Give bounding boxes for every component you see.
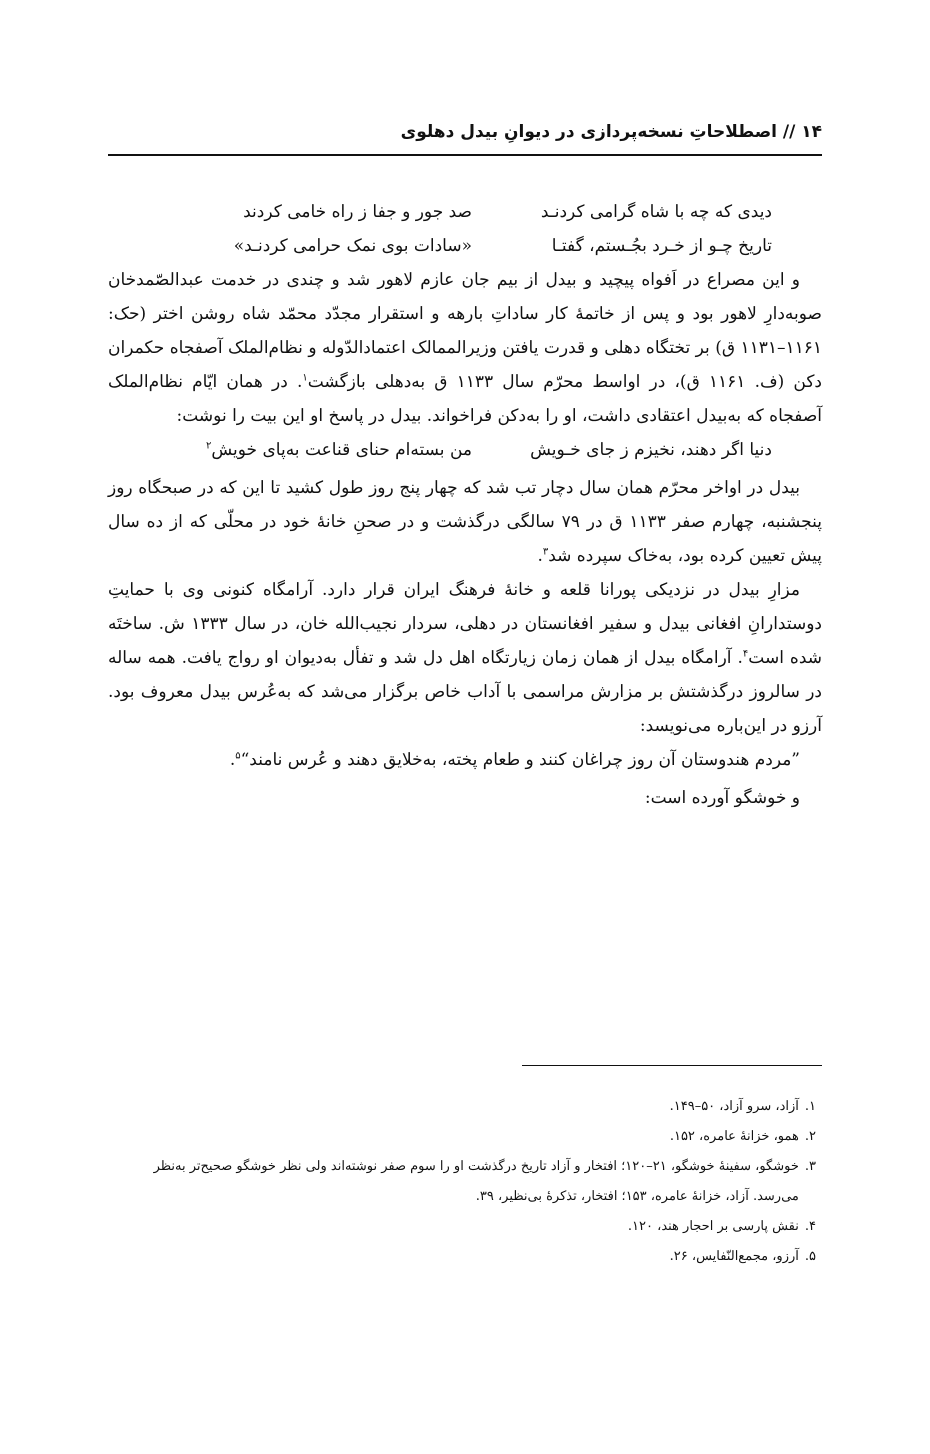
paragraph-text: . در همان ایّام نظام‌الملک آصفجاه که به‌بیدل اعتقادی داشت، او را به‌دکن فراخواند. بیدل در پاسخ او این بیت را نوشت: <box>108 372 822 426</box>
verse-hemistich: دیدی که چه با شاه گرامی کردنـد <box>540 202 772 222</box>
verse-line <box>108 433 822 467</box>
footnote-text: آرزو، مجمع‌النّفایس، ۲۶. <box>669 1249 799 1264</box>
running-title: اصطلاحاتِ نسخه‌پردازی در دیوانِ بیدل دهلوی <box>400 122 777 142</box>
paragraph <box>108 263 822 433</box>
page-number: ۱۴ <box>801 122 822 142</box>
footnote-ref: ۴ <box>742 648 749 660</box>
footnote-text: همو، خزانهٔ عامره، ۱۵۲. <box>669 1129 799 1144</box>
footnote <box>108 1122 822 1152</box>
paragraph-text: و خوشگو آورده است: <box>644 788 800 808</box>
footnote-number: ۱. <box>804 1099 816 1114</box>
page-header <box>108 118 822 156</box>
quote-text: . <box>229 750 236 770</box>
footnote-number: ۴. <box>804 1219 816 1234</box>
verse-hemistich-text: من بسته‌ام حنای قناعت به‌پای خویش <box>211 440 472 460</box>
verse-hemistich <box>206 433 472 467</box>
footnote-ref: ۵ <box>235 750 241 762</box>
footnote-text: آزاد، سرو آزاد، ۵۰–۱۴۹. <box>669 1099 799 1114</box>
paragraph-text: . <box>537 546 543 566</box>
verse-hemistich: دنیا اگر دهند، نخیزم ز جای خـویش <box>530 440 772 460</box>
verse-hemistich: صد جور و جفا ز راه خامی کردند <box>243 202 472 222</box>
footnote <box>108 1092 822 1122</box>
footnote <box>108 1152 822 1212</box>
footnote-ref: ۳ <box>542 546 549 558</box>
running-head <box>401 122 822 142</box>
paragraph <box>108 471 822 573</box>
header-separator: // <box>782 122 796 142</box>
footnote-number: ۵. <box>804 1249 816 1264</box>
paragraph <box>108 573 822 743</box>
paragraph-text: و این مصراع در اَفواه پیچید و بیدل از بیم جان عازم لاهور شد و چندی در خدمت عبدالصّمدخان صوبه‌دارِ لاهور بود و پس از خاتمهٔ کار ساداتِ بارهه و استقرار مجدّد محمّد شاه روشن اختر (حک: ۱۱۶۱–۱۱۳۱ ق) بر تختگاه دهلی و قدرت یافتن وزیرالممالک اعتمادالدّوله و نظام‌الملک آصفجاه حکمران دکن (ف. ۱۱۶۱ ق)، در اواسط محرّم سال ۱۱۳۳ ق به‌دهلی بازگشت <box>108 270 822 392</box>
main-text <box>108 195 822 815</box>
paragraph <box>108 781 822 815</box>
verse-hemistich: «سادات بوی نمک حرامی کردنـد» <box>233 236 472 256</box>
quote-text: ”مردم هندوستان آن روز چراغان کنند و طعام پخته، به‌خلایق دهند و عُرس نامند“ <box>240 750 800 770</box>
footnote-divider <box>522 1065 822 1066</box>
footnote <box>108 1242 822 1272</box>
verse-line <box>108 195 822 229</box>
paragraph-text: بیدل در اواخر محرّم همان سال دچار تب شد که چهار پنج روز طول کشید تا این که در صبحگاه روز پنجشنبه، چهارم صفر ۱۱۳۳ ق در ۷۹ سالگی درگذشت و در صحنِ خانهٔ خود در محلّی که از ده سال پیش تعیین کرده بود، به‌خاک سپرده شد <box>108 478 822 566</box>
verse-hemistich: تاریخ چـو از خـرد بجُـستم، گفتـا <box>551 236 772 256</box>
footnote-ref: ۲ <box>206 440 212 452</box>
footnote-ref: ۱ <box>302 372 308 384</box>
footnote-text: خوشگو، سفینهٔ خوشگو، ۲۱–۱۲۰؛ افتخار و آزاد تاریخ درگذشت او را سوم صفر نوشته‌اند ولی نظر خوشگو صحیح‌تر به‌نظر می‌رسد. آزاد، خزانهٔ عامره، ۱۵۳؛ افتخار، تذکرهٔ بی‌نظیر، ۳۹. <box>153 1159 799 1204</box>
footnotes <box>108 1092 822 1272</box>
footnote-number: ۳. <box>804 1159 816 1174</box>
footnote <box>108 1212 822 1242</box>
paragraph-text: مزارِ بیدل در نزدیکی پورانا قلعه و خانهٔ فرهنگ ایران قرار دارد. آرامگاه کنونی وی با حمایتِ دوستدارانِ افغانی بیدل و سفیر افغانستان در دهلی، سردار نجیب‌الله خان، در سال ۱۳۳۳ ش. ساختَه شده است <box>108 580 823 668</box>
paragraph-text: . آرامگاه بیدل از همان زمان زیارتگاه اهل دل شد و تفأل به‌دیوان او رواج یافت. همه ساله در سالروز درگذشتش بر مزارش مراسمی با آداب خاص برگزار می‌شد که به‌عُرس بیدل معروف بود. آرزو در این‌باره می‌نویسد: <box>108 648 822 736</box>
footnote-number: ۲. <box>804 1129 816 1144</box>
footnote-text: نقش پارسی بر احجار هند، ۱۲۰. <box>627 1219 799 1234</box>
block-quote <box>108 743 822 777</box>
verse-line <box>108 229 822 263</box>
